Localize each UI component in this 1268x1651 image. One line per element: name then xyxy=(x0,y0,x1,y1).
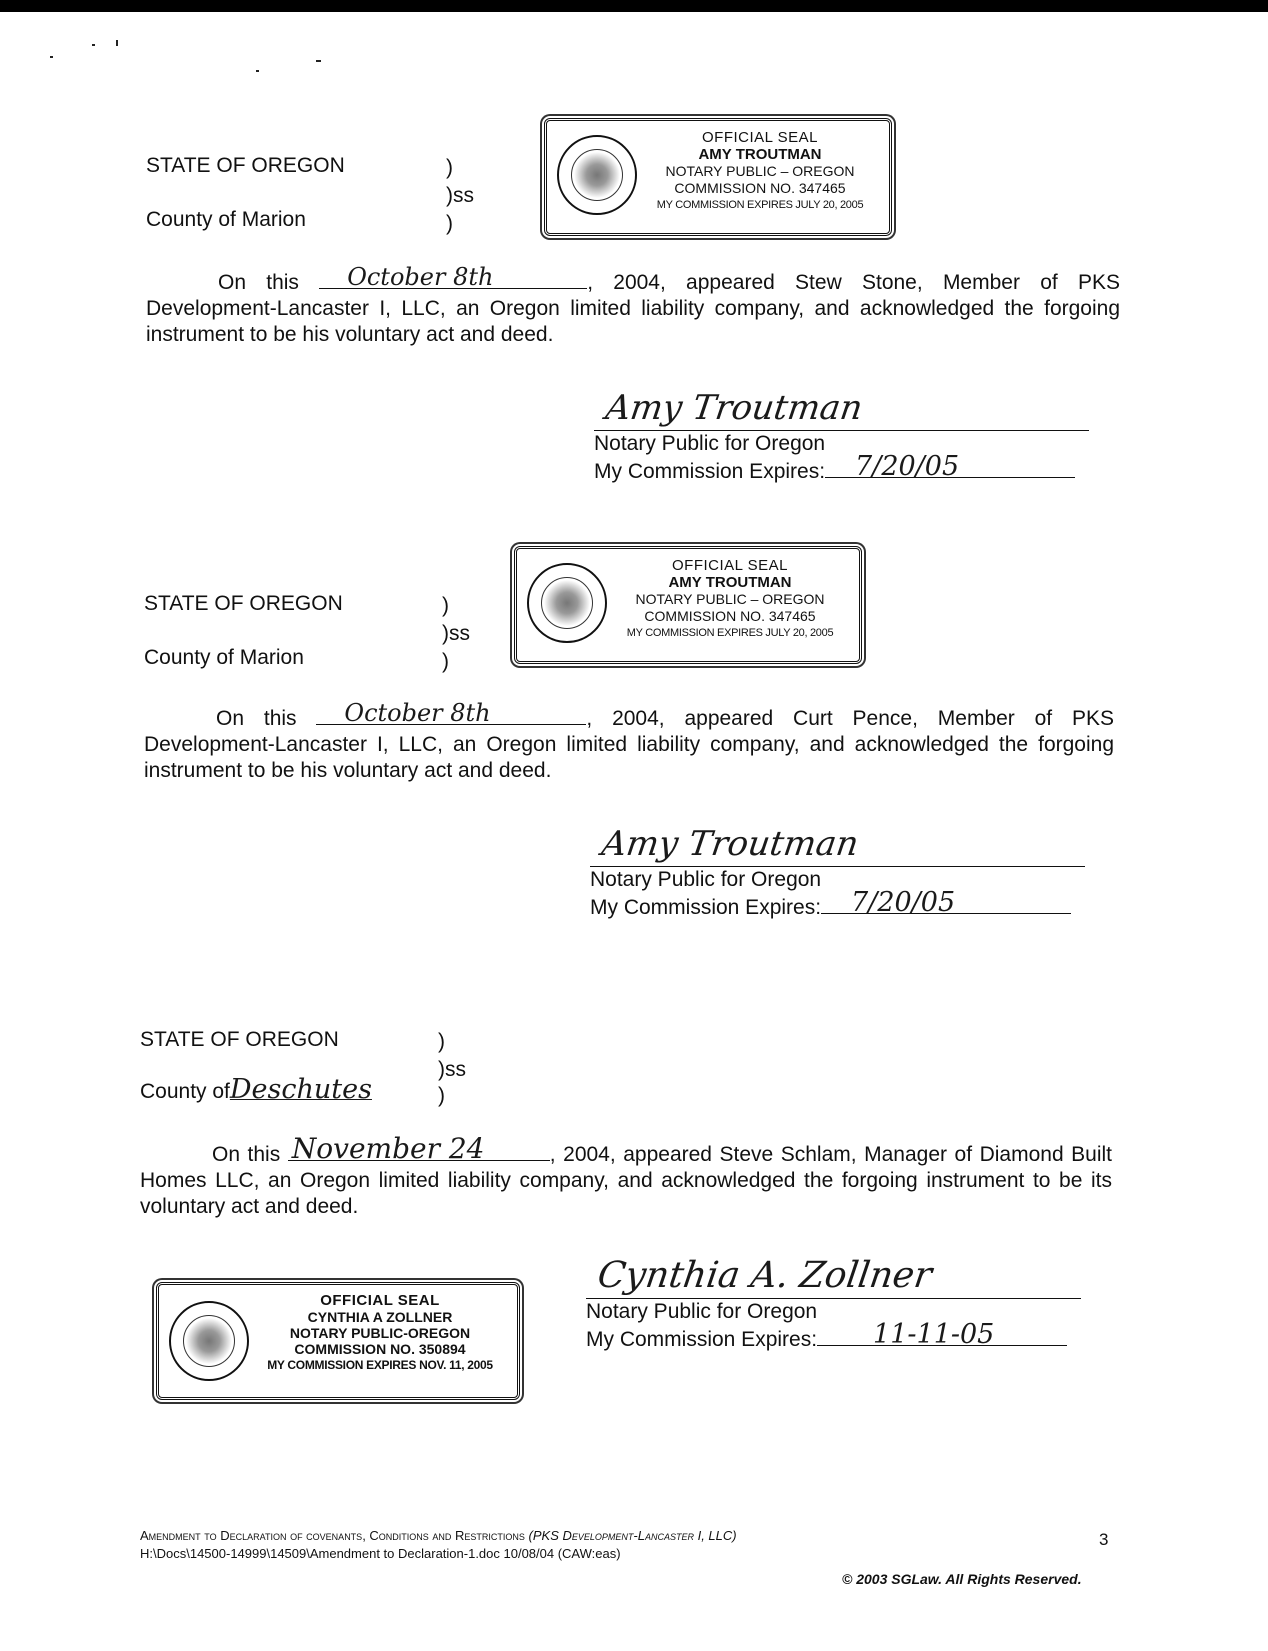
county-label: County of Marion xyxy=(146,208,306,231)
handwritten-county: Deschutes xyxy=(229,1074,372,1105)
seal-line-4: COMMISSION NO. 350894 xyxy=(294,1341,466,1357)
seal-line-1: OFFICIAL SEAL xyxy=(320,1292,440,1309)
bracket-bottom: ) xyxy=(438,1084,445,1107)
ss-marker: )ss xyxy=(438,1058,466,1081)
seal-line-1: OFFICIAL SEAL xyxy=(702,129,818,146)
bracket-top: ) xyxy=(438,1030,445,1053)
copyright-notice: © 2003 SGLaw. All Rights Reserved. xyxy=(842,1571,1082,1587)
handwritten-date: October 8th xyxy=(344,699,491,727)
notary-seal-amy-troutman xyxy=(544,118,892,236)
notary-public-label: Notary Public for Oregon xyxy=(590,868,822,891)
footer-party: (PKS Development-Lancaster I, LLC) xyxy=(528,1528,737,1543)
scan-speck xyxy=(92,44,95,46)
bracket-bottom: ) xyxy=(446,212,453,235)
expiration-blank xyxy=(825,451,1075,482)
on-this-label: On this xyxy=(218,271,299,294)
acknowledgment-paragraph xyxy=(146,263,1120,348)
scan-top-edge xyxy=(0,0,1268,12)
bracket-top: ) xyxy=(446,156,453,179)
oregon-state-seal-icon xyxy=(169,1301,249,1381)
handwritten-signature: Amy Troutman xyxy=(599,824,861,864)
expiration-blank xyxy=(817,1319,1067,1350)
notary-signature-block xyxy=(586,1250,1081,1353)
scan-speck xyxy=(256,70,259,72)
state-heading: STATE OF OREGON xyxy=(144,592,343,615)
seal-line-5: MY COMMISSION EXPIRES JULY 20, 2005 xyxy=(656,199,864,211)
footer-file-path: H:\Docs\14500-14999\14509\Amendment to Declaration-1.doc 10/08/04 (CAW:eas) xyxy=(140,1546,621,1561)
page-number: 3 xyxy=(1099,1530,1109,1549)
signature-line xyxy=(586,1250,1081,1299)
date-blank xyxy=(316,699,586,727)
date-blank xyxy=(288,1132,550,1165)
seal-line-2: CYNTHIA A ZOLLNER xyxy=(307,1309,453,1325)
bracket-top: ) xyxy=(442,594,449,617)
notary-seal-amy-troutman xyxy=(514,546,862,664)
scan-speck xyxy=(316,60,321,62)
acknowledgment-paragraph xyxy=(140,1132,1113,1220)
notary-signature-block xyxy=(590,816,1085,921)
notary-public-label: Notary Public for Oregon xyxy=(594,432,826,455)
document-footer xyxy=(140,1527,737,1563)
handwritten-expiration: 7/20/05 xyxy=(855,451,960,482)
seal-line-4: COMMISSION NO. 347465 xyxy=(644,608,816,624)
county-prefix: County of xyxy=(140,1080,230,1103)
handwritten-signature: Cynthia A. Zollner xyxy=(595,1255,935,1296)
bracket-bottom: ) xyxy=(442,650,449,673)
scan-speck xyxy=(116,40,118,46)
handwritten-date: November 24 xyxy=(291,1132,485,1165)
footer-document-title: Amendment to Declaration of covenants, Conditions and Restrictions xyxy=(140,1528,525,1543)
seal-line-5: MY COMMISSION EXPIRES JULY 20, 2005 xyxy=(626,627,834,639)
acknowledgment-paragraph xyxy=(144,699,1115,784)
signature-line xyxy=(594,380,1089,431)
notary-public-label: Notary Public for Oregon xyxy=(586,1300,818,1323)
commission-expires-label: My Commission Expires: xyxy=(586,1328,818,1351)
acknowledgment-text: , 2004, appeared Stew Stone, Member of PKS Development-Lancaster I, LLC, an Oregon limited liability company, and acknowledged the forgoing instrument to be his voluntary act and deed. xyxy=(146,271,1120,346)
commission-expires-label: My Commission Expires: xyxy=(590,896,822,919)
handwritten-expiration: 11-11-05 xyxy=(873,1319,995,1350)
seal-line-2: AMY TROUTMAN xyxy=(698,146,822,163)
seal-line-3: NOTARY PUBLIC-OREGON xyxy=(289,1325,471,1341)
on-this-label: On this xyxy=(216,707,297,730)
oregon-state-seal-icon xyxy=(557,135,637,215)
state-heading: STATE OF OREGON xyxy=(146,154,345,177)
commission-expires-label: My Commission Expires: xyxy=(594,460,826,483)
state-heading: STATE OF OREGON xyxy=(140,1028,339,1051)
handwritten-date: October 8th xyxy=(347,263,494,291)
notary-seal-cynthia-zollner xyxy=(156,1282,520,1400)
seal-line-3: NOTARY PUBLIC – OREGON xyxy=(665,163,855,179)
on-this-label: On this xyxy=(212,1143,281,1166)
signature-line xyxy=(590,816,1085,867)
county-label: County of Marion xyxy=(144,646,304,669)
scan-speck xyxy=(50,56,53,58)
seal-line-3: NOTARY PUBLIC – OREGON xyxy=(635,591,825,607)
acknowledgment-text: , 2004, appeared Steve Schlam, Manager of Diamond Built Homes LLC, an Oregon limited liability company, and acknowledged the forgoing instrument to be its voluntary act and deed. xyxy=(140,1143,1113,1218)
handwritten-expiration: 7/20/05 xyxy=(851,887,956,918)
acknowledgment-text: , 2004, appeared Curt Pence, Member of PKS Development-Lancaster I, LLC, an Oregon limited liability company, and acknowledged the forgoing instrument to be his voluntary act and deed. xyxy=(144,707,1115,782)
seal-line-2: AMY TROUTMAN xyxy=(668,574,792,591)
notary-signature-block xyxy=(594,380,1089,485)
seal-line-5: MY COMMISSION EXPIRES NOV. 11, 2005 xyxy=(267,1358,493,1372)
county-label xyxy=(140,1074,372,1105)
ss-marker: )ss xyxy=(442,622,470,645)
seal-line-1: OFFICIAL SEAL xyxy=(672,557,788,574)
ss-marker: )ss xyxy=(446,184,474,207)
oregon-state-seal-icon xyxy=(527,563,607,643)
date-blank xyxy=(319,263,587,291)
handwritten-signature: Amy Troutman xyxy=(603,388,865,428)
expiration-blank xyxy=(821,887,1071,918)
seal-line-4: COMMISSION NO. 347465 xyxy=(674,180,846,196)
